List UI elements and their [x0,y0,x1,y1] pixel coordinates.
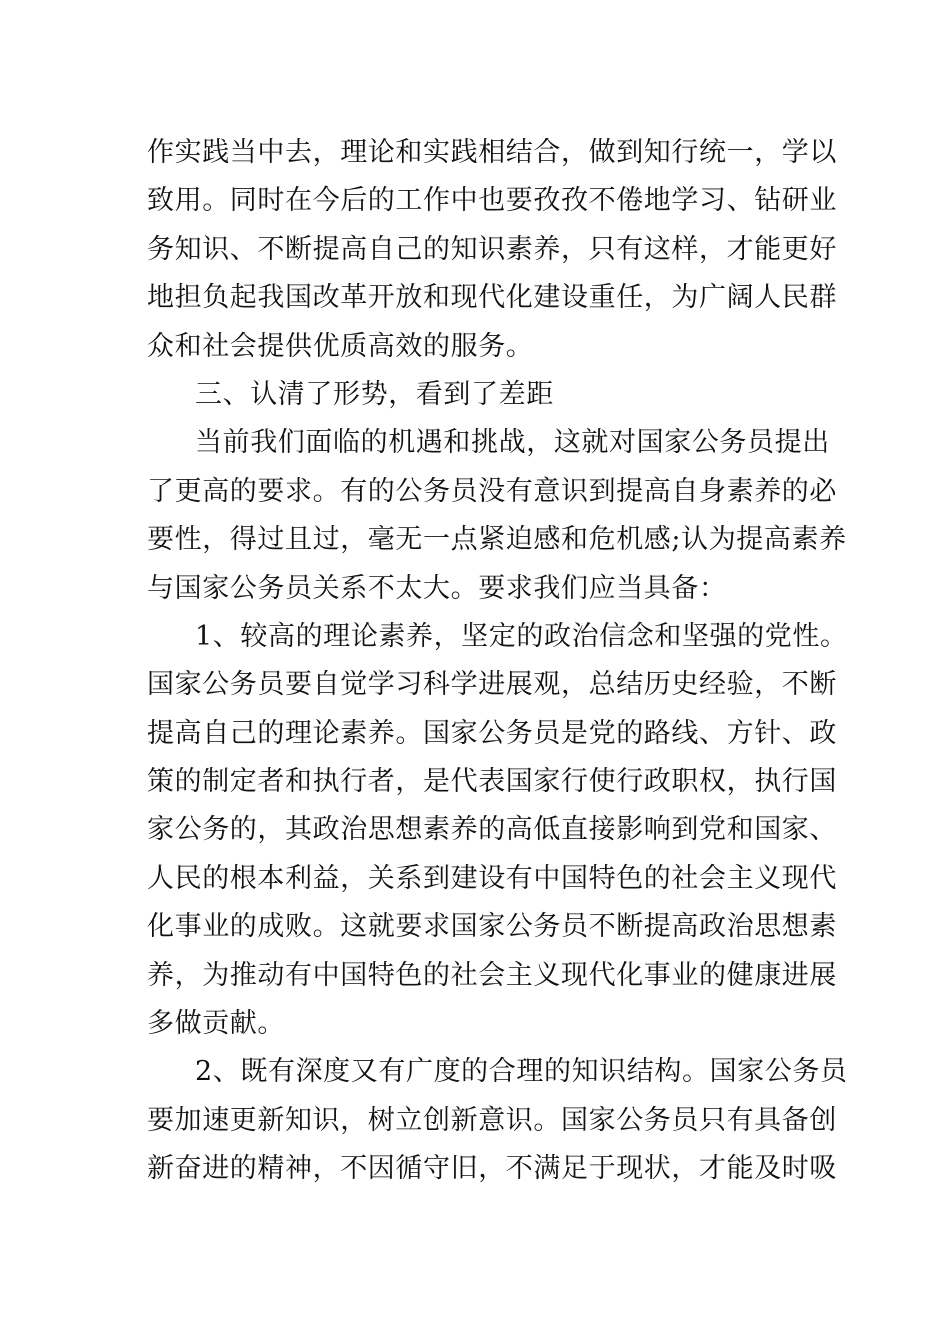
text-line: 地担负起我国改革开放和现代化建设重任，为广阔人民群 [147,282,837,314]
text-line: 策的制定者和执行者，是代表国家行使行政职权，执行国 [147,766,837,798]
text-line: 与国家公务员关系不太大。要求我们应当具备： [147,572,727,604]
text-line: 新奋进的精神，不因循守旧，不满足于现状，才能及时吸 [147,1153,837,1185]
text-line: 化事业的成败。这就要求国家公务员不断提高政治思想素 [147,911,837,943]
section-heading: 三、认清了形势，看到了差距 [195,378,554,410]
text-line: 人民的根本利益，关系到建设有中国特色的社会主义现代 [147,862,837,894]
text-line: 家公务的，其政治思想素养的高低直接影响到党和国家、 [147,814,837,846]
text-line: 作实践当中去，理论和实践相结合，做到知行统一，学以 [147,137,837,168]
text-line: 致用。同时在今后的工作中也要孜孜不倦地学习、钻研业 [147,185,837,217]
text-line: 养，为推动有中国特色的社会主义现代化事业的健康进展 [147,959,837,991]
text-line: 要性，得过且过，毫无一点紧迫感和危机感;认为提高素养 [147,524,847,556]
text-line: 多做贡献。 [147,1008,285,1040]
list-item-2-line: 2、既有深度又有广度的合理的知识结构。国家公务员 [195,1056,848,1088]
list-item-1-line: 1、较高的理论素养，坚定的政治信念和坚强的党性。 [195,620,848,652]
text-line: 众和社会提供优质高效的服务。 [147,330,534,362]
text-line: 务知识、不断提高自己的知识素养，只有这样，才能更好 [147,233,837,265]
text-line: 国家公务员要自觉学习科学进展观，总结历史经验，不断 [147,669,837,701]
paragraph-start-line: 当前我们面临的机遇和挑战，这就对国家公务员提出 [195,427,830,459]
text-line: 提高自己的理论素养。国家公务员是党的路线、方针、政 [147,717,837,749]
document-body [147,129,848,1194]
text-line: 了更高的要求。有的公务员没有意识到提高自身素养的必 [147,475,837,507]
text-line: 要加速更新知识，树立创新意识。国家公务员只有具备创 [147,1104,837,1136]
